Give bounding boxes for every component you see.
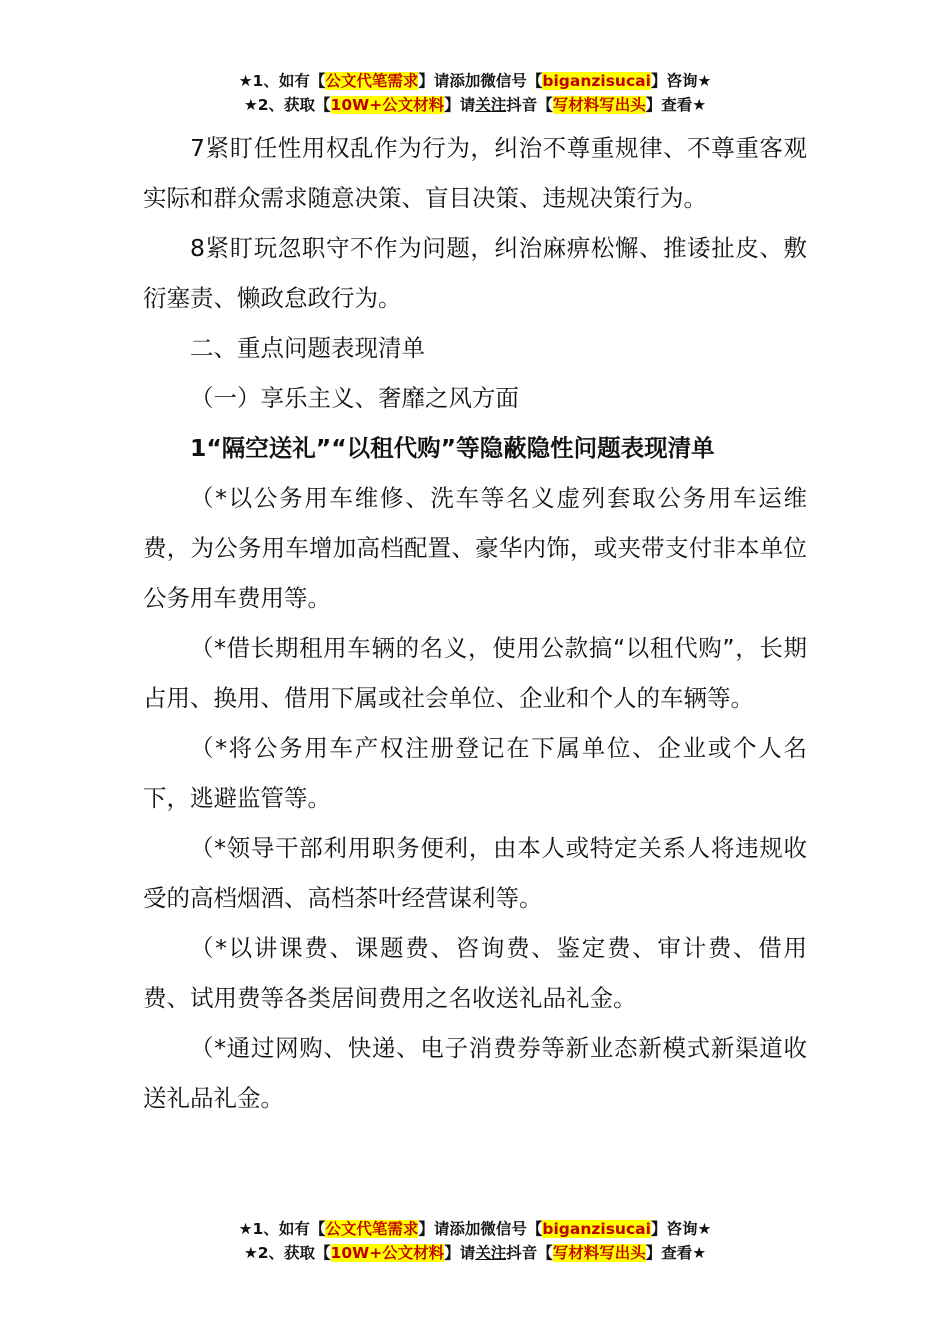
banner-line-1 (0, 1217, 950, 1241)
banner-line-1 (0, 69, 950, 93)
banner-highlight: 公文代笔需求 (325, 1220, 419, 1238)
banner-text: 】咨询★ (650, 72, 712, 90)
list-heading: 1“隔空送礼”“以租代购”等隐蔽隐性问题表现清单 (190, 434, 715, 462)
document-body (143, 123, 807, 1123)
banner-line-2 (0, 1241, 950, 1265)
header-banner (0, 69, 950, 117)
banner-text: 】请添加微信号【 (418, 72, 543, 90)
banner-text: ★1、如有【 (238, 72, 326, 90)
list-item: （*借长期租用车辆的名义，使用公款搞“以租代购”，长期占用、换用、借用下属或社会单位、企业和个人的车辆等。 (143, 634, 807, 712)
banner-underline: 关注 (475, 96, 507, 114)
douyin-highlight: 写材料写出头 (552, 96, 646, 114)
banner-text: 】查看★ (645, 1244, 707, 1262)
banner-text: 抖音【 (506, 1244, 553, 1262)
list-item: （*通过网购、快递、电子消费券等新业态新模式新渠道收送礼品礼金。 (143, 1034, 807, 1112)
paragraph-7: 7紧盯任性用权乱作为行为，纠治不尊重规律、不尊重客观实际和群众需求随意决策、盲目决策、违规决策行为。 (143, 134, 807, 212)
banner-highlight: 10W+公文材料 (330, 96, 445, 114)
banner-text: ★2、获取【 (243, 1244, 331, 1262)
list-item: （*以公务用车维修、洗车等名义虚列套取公务用车运维费，为公务用车增加高档配置、豪华内饰，或夹带支付非本单位公务用车费用等。 (143, 484, 807, 612)
banner-highlight: 10W+公文材料 (330, 1244, 445, 1262)
wechat-id-highlight: biganzisucai (542, 72, 651, 90)
banner-text: 抖音【 (506, 96, 553, 114)
wechat-id-highlight: biganzisucai (542, 1220, 651, 1238)
banner-highlight: 公文代笔需求 (325, 72, 419, 90)
subsection-heading: （一）享乐主义、奢靡之风方面 (190, 384, 519, 412)
banner-text: 】请添加微信号【 (418, 1220, 543, 1238)
paragraph-8: 8紧盯玩忽职守不作为问题，纠治麻痹松懈、推诿扯皮、敷衍塞责、懒政怠政行为。 (143, 234, 807, 312)
banner-text: 】请 (444, 1244, 476, 1262)
footer-banner (0, 1217, 950, 1265)
banner-text: 】查看★ (645, 96, 707, 114)
banner-text: 】咨询★ (650, 1220, 712, 1238)
section-heading: 二、重点问题表现清单 (190, 334, 425, 362)
banner-text: ★1、如有【 (238, 1220, 326, 1238)
douyin-highlight: 写材料写出头 (552, 1244, 646, 1262)
list-item: （*以讲课费、课题费、咨询费、鉴定费、审计费、借用费、试用费等各类居间费用之名收送礼品礼金。 (143, 934, 807, 1012)
banner-text: ★2、获取【 (243, 96, 331, 114)
list-item: （*领导干部利用职务便利，由本人或特定关系人将违规收受的高档烟酒、高档茶叶经营谋利等。 (143, 834, 807, 912)
banner-line-2 (0, 93, 950, 117)
banner-underline: 关注 (475, 1244, 507, 1262)
list-item: （*将公务用车产权注册登记在下属单位、企业或个人名下，逃避监管等。 (143, 734, 807, 812)
banner-text: 】请 (444, 96, 476, 114)
